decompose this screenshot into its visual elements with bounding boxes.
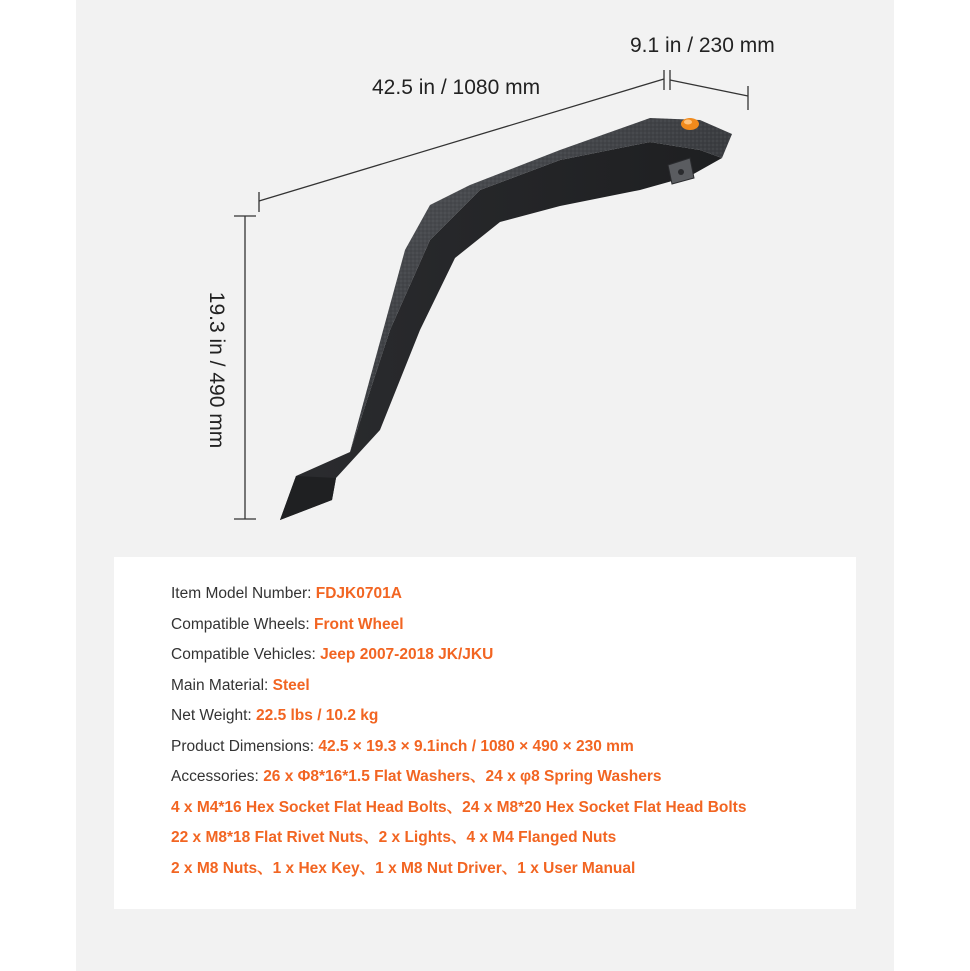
spec-label: Item Model Number: xyxy=(171,585,312,602)
spec-value: FDJK0701A xyxy=(315,585,402,602)
spec-wheels xyxy=(171,610,746,641)
height-dimension-label: 19.3 in / 490 mm xyxy=(205,291,228,449)
length-dimension-label: 42.5 in / 1080 mm xyxy=(372,76,541,99)
spec-list xyxy=(171,579,746,884)
spec-accessories-cont xyxy=(171,823,746,854)
fender-body xyxy=(280,118,732,520)
spec-weight xyxy=(171,701,746,732)
spec-vehicles xyxy=(171,640,746,671)
spec-accessories-cont xyxy=(171,793,746,824)
spec-label: Net Weight: xyxy=(171,707,252,724)
spec-label: Product Dimensions: xyxy=(171,737,315,755)
accessories-line: 22 x M8*18 Flat Rivet Nuts、2 x Lights、4 x M4 Flanged Nuts xyxy=(171,829,617,846)
fender-light xyxy=(681,118,699,130)
spec-label: Compatible Wheels: xyxy=(171,615,310,633)
spec-label: Compatible Vehicles: xyxy=(171,646,316,663)
spec-material xyxy=(171,671,746,702)
spec-accessories-cont xyxy=(171,854,746,885)
spec-label: Main Material: xyxy=(171,676,269,694)
spec-value: Steel xyxy=(272,676,310,694)
spec-model xyxy=(171,579,746,610)
spec-value: 42.5 × 19.3 × 9.1inch / 1080 × 490 × 230 mm xyxy=(318,737,634,755)
spec-label: Accessories: xyxy=(171,768,259,785)
spec-card xyxy=(114,557,856,909)
spec-value: 22.5 lbs / 10.2 kg xyxy=(256,707,379,724)
spec-dimensions xyxy=(171,732,746,763)
spec-value: Front Wheel xyxy=(314,615,404,633)
spec-value: Jeep 2007-2018 JK/JKU xyxy=(320,646,494,663)
width-dimension-label: 9.1 in / 230 mm xyxy=(630,34,775,57)
accessories-line: 2 x M8 Nuts、1 x Hex Key、1 x M8 Nut Driver、1 x User Manual xyxy=(171,859,636,877)
accessories-line: 4 x M4*16 Hex Socket Flat Head Bolts、24 x M8*20 Hex Socket Flat Head Bolts xyxy=(171,798,747,816)
spec-accessories xyxy=(171,762,746,793)
accessories-line: 26 x Φ8*16*1.5 Flat Washers、24 x φ8 Spring Washers xyxy=(263,768,662,785)
